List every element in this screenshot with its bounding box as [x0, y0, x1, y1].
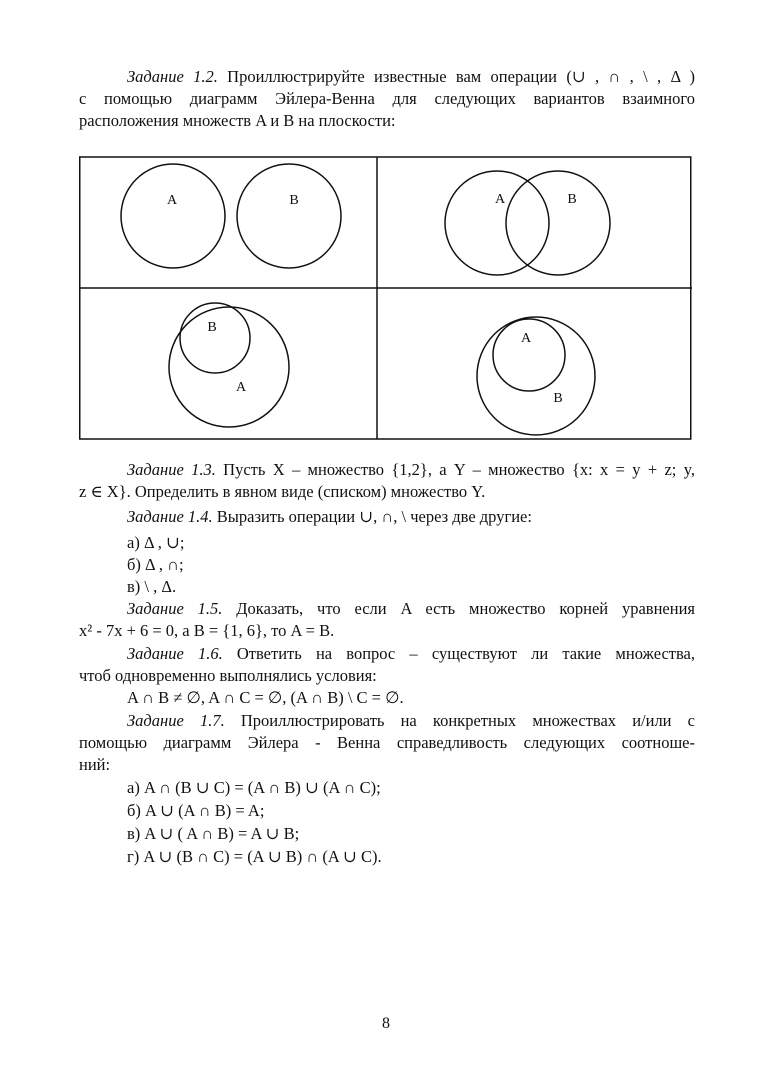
task-1-7-line-3: ний: — [79, 755, 111, 774]
task-1-3-line-1 — [127, 459, 695, 481]
task-1-3-label: Задание 1.3. — [127, 460, 216, 479]
task-1-5-line-2: x² - 7x + 6 = 0, а B = {1, 6}, то A = B. — [79, 621, 335, 640]
circle-a-overlap — [445, 171, 549, 275]
task-1-4-label: Задание 1.4. — [127, 507, 213, 526]
task-1-2-label: Задание 1.2. — [127, 67, 218, 86]
task-1-6-label: Задание 1.6. — [127, 644, 223, 663]
label-b-disjoint: B — [289, 193, 299, 208]
circle-b-disjoint — [237, 164, 341, 268]
task-1-7-line-2: помощью диаграмм Эйлера - Венна справедливость следующих соотноше- — [79, 733, 695, 752]
task-1-3-line-2: z ∈ X}. Определить в явном виде (списком) множество Y. — [79, 482, 486, 501]
task-1-6-line-2: чтоб одновременно выполнялись условия: — [79, 666, 377, 685]
task-1-7-item-a: а) A ∩ (B ∪ C) = (A ∩ B) ∪ (A ∩ C); — [127, 778, 381, 797]
task-1-5-label: Задание 1.5. — [127, 599, 223, 618]
task-1-4-item-a: а) Δ , ∪; — [127, 533, 185, 552]
task-1-2-line-3: расположения множеств A и B на плоскости: — [79, 111, 396, 130]
page-number: 8 — [382, 1015, 390, 1032]
circle-a-outer — [169, 307, 289, 427]
task-1-2-line-1 — [127, 66, 695, 88]
label-a-disjoint: A — [166, 193, 178, 208]
task-1-5-text: Доказать, что если A есть множество корней уравнения — [222, 599, 695, 618]
circle-b-overlap — [506, 171, 610, 275]
label-b-overlap: B — [567, 192, 577, 207]
task-1-6-line-3: A ∩ B ≠ ∅, A ∩ C = ∅, (A ∩ B) \ C = ∅. — [127, 688, 404, 707]
circle-b-inner — [180, 303, 250, 373]
diagram-svg — [79, 153, 692, 440]
task-1-7-text: Проиллюстрировать на конкретных множествах и/или с — [224, 711, 696, 730]
circle-a-disjoint — [121, 164, 225, 268]
task-1-7-label: Задание 1.7. — [127, 711, 225, 730]
task-1-7-item-b: б) A ∪ (A ∩ B) = A; — [127, 801, 265, 820]
task-1-7-item-d: г) A ∪ (B ∩ C) = (A ∪ B) ∩ (A ∪ C). — [127, 847, 382, 866]
task-1-3-text: Пусть X – множество {1,2}, а Y – множество {x: x = y + z; y, — [215, 460, 695, 479]
task-1-6-text: Ответить на вопрос – существуют ли такие множества, — [222, 644, 696, 663]
task-1-2-text: Проиллюстрируйте известные вам операции (∪ , ∩ , \ , Δ ) — [217, 67, 696, 86]
task-1-4-text: Выразить операции ∪, ∩, \ через две другие: — [212, 507, 532, 526]
task-1-7-line-1 — [127, 710, 695, 732]
task-1-5-line-1 — [127, 598, 695, 620]
task-1-7-item-c: в) A ∪ ( A ∩ B) = A ∪ B; — [127, 824, 300, 843]
task-1-4-item-b: б) Δ , ∩; — [127, 555, 184, 574]
label-a-overlap: A — [494, 192, 506, 207]
task-1-6-line-1 — [127, 643, 695, 665]
label-b-outer: B — [553, 391, 563, 406]
circle-a-inner — [493, 319, 565, 391]
label-b-inner: B — [207, 320, 217, 335]
task-1-4-line — [127, 506, 532, 528]
circle-b-outer — [477, 317, 595, 435]
task-1-4-item-c: в) \ , Δ. — [127, 577, 177, 596]
label-a-outer: A — [235, 380, 247, 395]
task-1-2-line-2: с помощью диаграмм Эйлера-Венна для следующих вариантов взаимного — [79, 89, 695, 108]
label-a-inner: A — [520, 331, 532, 346]
euler-venn-diagram — [79, 153, 692, 440]
